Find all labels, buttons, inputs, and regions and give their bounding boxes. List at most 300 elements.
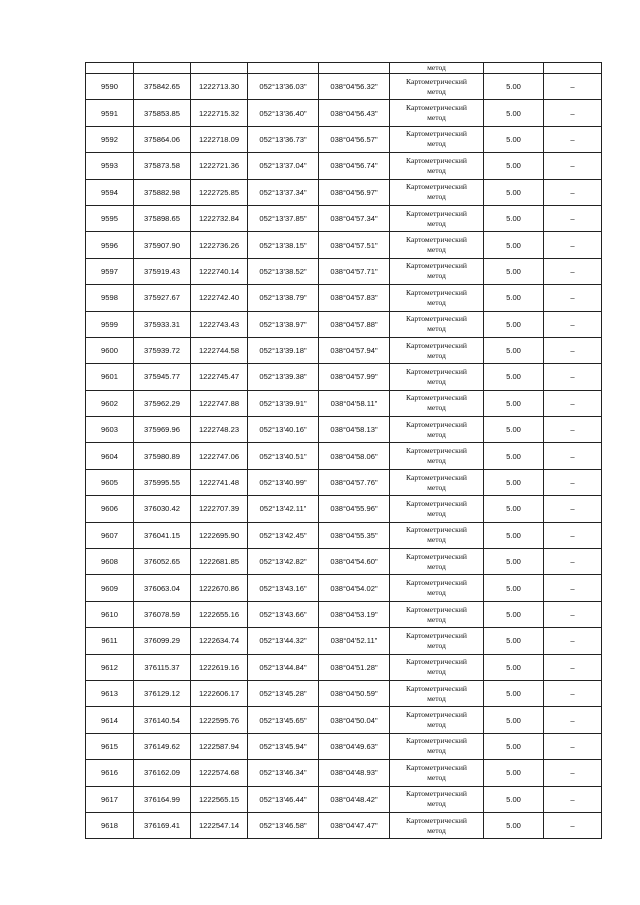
point-number-cell: 9595 xyxy=(86,205,134,231)
x-coordinate-cell: 376078.59 xyxy=(134,601,191,627)
note-cell: – xyxy=(544,707,602,733)
accuracy-cell: 5.00 xyxy=(484,417,544,443)
longitude-cell: 038°04'57.99" xyxy=(319,364,390,390)
point-number-cell: 9599 xyxy=(86,311,134,337)
accuracy-cell: 5.00 xyxy=(484,126,544,152)
latitude-cell: 052°13'40.16" xyxy=(248,417,319,443)
y-coordinate-cell: 1222707.39 xyxy=(191,496,248,522)
table-row xyxy=(86,126,602,152)
method-line-2: метод xyxy=(427,588,446,598)
accuracy-cell: 5.00 xyxy=(484,153,544,179)
note-cell: – xyxy=(544,153,602,179)
latitude-cell: 052°13'43.66" xyxy=(248,601,319,627)
accuracy-cell: 5.00 xyxy=(484,628,544,654)
longitude-cell: 038°04'50.04" xyxy=(319,707,390,733)
point-number-cell: 9611 xyxy=(86,628,134,654)
table-row xyxy=(86,100,602,126)
x-coordinate-cell: 375945.77 xyxy=(134,364,191,390)
method-cell xyxy=(390,760,484,786)
note-cell: – xyxy=(544,232,602,258)
table-row xyxy=(86,258,602,284)
latitude-cell: 052°13'43.16" xyxy=(248,575,319,601)
table-row xyxy=(86,337,602,363)
method-line-1: Картометрический xyxy=(406,578,467,588)
method-line-1: Картометрический xyxy=(406,446,467,456)
point-number-cell: 9594 xyxy=(86,179,134,205)
longitude-cell: 038°04'57.34" xyxy=(319,205,390,231)
method-cell xyxy=(390,364,484,390)
y-coordinate-cell: 1222619.16 xyxy=(191,654,248,680)
y-coordinate-cell: 1222595.76 xyxy=(191,707,248,733)
x-coordinate-cell: 375873.58 xyxy=(134,153,191,179)
method-line-2: метод xyxy=(427,245,446,255)
y-coordinate-cell: 1222732.84 xyxy=(191,205,248,231)
method-line-2: метод xyxy=(427,508,446,518)
longitude-cell: 038°04'47.47" xyxy=(319,812,390,838)
note-cell: – xyxy=(544,812,602,838)
method-cell xyxy=(390,153,484,179)
x-coordinate-cell: 375969.96 xyxy=(134,417,191,443)
accuracy-cell: 5.00 xyxy=(484,232,544,258)
note-cell: – xyxy=(544,575,602,601)
point-number-cell: 9601 xyxy=(86,364,134,390)
point-number-cell: 9618 xyxy=(86,812,134,838)
y-coordinate-cell: 1222606.17 xyxy=(191,680,248,706)
table-row xyxy=(86,390,602,416)
longitude-cell: 038°04'57.94" xyxy=(319,337,390,363)
table-row xyxy=(86,205,602,231)
table-row xyxy=(86,443,602,469)
method-line-2: метод xyxy=(427,429,446,439)
y-coordinate-cell: 1222715.32 xyxy=(191,100,248,126)
latitude-cell: 052°13'36.03" xyxy=(248,74,319,100)
table-row xyxy=(86,812,602,838)
latitude-cell: 052°13'39.38" xyxy=(248,364,319,390)
accuracy-cell: 5.00 xyxy=(484,601,544,627)
point-number-cell: 9597 xyxy=(86,258,134,284)
table-row xyxy=(86,153,602,179)
y-coordinate-cell: 1222547.14 xyxy=(191,812,248,838)
method-line-1: Картометрический xyxy=(406,604,467,614)
method-line-2: метод xyxy=(427,799,446,809)
accuracy-cell: 5.00 xyxy=(484,390,544,416)
point-number-cell: 9590 xyxy=(86,74,134,100)
method-line-2: метод xyxy=(427,113,446,123)
y-coordinate-cell: 1222745.47 xyxy=(191,364,248,390)
latitude-cell: 052°13'44.32" xyxy=(248,628,319,654)
method-line-1: Картометрический xyxy=(406,182,467,192)
point-number-cell: 9606 xyxy=(86,496,134,522)
method-cell xyxy=(390,680,484,706)
method-line-2: метод xyxy=(427,350,446,360)
x-coordinate-cell: 375842.65 xyxy=(134,74,191,100)
method-cell xyxy=(390,205,484,231)
note-cell: – xyxy=(544,311,602,337)
point-number-cell: 9612 xyxy=(86,654,134,680)
x-coordinate-cell: 376030.42 xyxy=(134,496,191,522)
table-row xyxy=(86,707,602,733)
latitude-cell: 052°13'44.84" xyxy=(248,654,319,680)
x-coordinate-cell: 376164.99 xyxy=(134,786,191,812)
method-line-1: Картометрический xyxy=(406,498,467,508)
table-row xyxy=(86,496,602,522)
point-number-cell: 9593 xyxy=(86,153,134,179)
point-number-cell: 9605 xyxy=(86,469,134,495)
latitude-cell: 052°13'38.15" xyxy=(248,232,319,258)
longitude-cell: 038°04'57.51" xyxy=(319,232,390,258)
method-cell xyxy=(390,443,484,469)
y-coordinate-cell: 1222574.68 xyxy=(191,760,248,786)
method-line-2: метод xyxy=(427,640,446,650)
point-number-cell: 9603 xyxy=(86,417,134,443)
accuracy-cell: 5.00 xyxy=(484,179,544,205)
method-line-1: Картометрический xyxy=(406,393,467,403)
method-line-1: Картометрический xyxy=(406,472,467,482)
x-coordinate-cell: 376052.65 xyxy=(134,549,191,575)
accuracy-cell: 5.00 xyxy=(484,733,544,759)
note-cell: – xyxy=(544,205,602,231)
x-coordinate-cell: 375919.43 xyxy=(134,258,191,284)
accuracy-cell: 5.00 xyxy=(484,443,544,469)
table-row xyxy=(86,522,602,548)
method-line-2: метод xyxy=(427,456,446,466)
note-cell: – xyxy=(544,733,602,759)
method-cell xyxy=(390,469,484,495)
accuracy-cell: 5.00 xyxy=(484,100,544,126)
latitude-cell: 052°13'36.73" xyxy=(248,126,319,152)
latitude-cell: 052°13'37.04" xyxy=(248,153,319,179)
x-coordinate-cell: 376140.54 xyxy=(134,707,191,733)
x-coordinate-cell: 375927.67 xyxy=(134,285,191,311)
latitude-cell: 052°13'37.85" xyxy=(248,205,319,231)
point-number-cell: 9608 xyxy=(86,549,134,575)
point-number-cell: 9600 xyxy=(86,337,134,363)
method-line-1: Картометрический xyxy=(406,630,467,640)
point-number-cell: 9616 xyxy=(86,760,134,786)
note-cell: – xyxy=(544,469,602,495)
point-number-cell: 9591 xyxy=(86,100,134,126)
longitude-cell: 038°04'55.35" xyxy=(319,522,390,548)
method-line-2: метод xyxy=(427,825,446,835)
method-line-1: Картометрический xyxy=(406,235,467,245)
coordinates-table xyxy=(85,62,602,839)
point-number-cell: 9604 xyxy=(86,443,134,469)
x-coordinate-cell: 376149.62 xyxy=(134,733,191,759)
y-coordinate-cell: 1222740.14 xyxy=(191,258,248,284)
method-line-2: метод xyxy=(427,614,446,624)
accuracy-cell: 5.00 xyxy=(484,549,544,575)
note-cell: – xyxy=(544,417,602,443)
x-coordinate-cell: 376099.29 xyxy=(134,628,191,654)
method-cell xyxy=(390,390,484,416)
method-line-1: Картометрический xyxy=(406,657,467,667)
accuracy-cell: 5.00 xyxy=(484,74,544,100)
method-cell xyxy=(390,601,484,627)
method-line-2: метод xyxy=(427,376,446,386)
longitude-cell: 038°04'56.43" xyxy=(319,100,390,126)
longitude-cell: 038°04'53.19" xyxy=(319,601,390,627)
latitude-cell: 052°13'38.97" xyxy=(248,311,319,337)
longitude-cell: 038°04'58.11" xyxy=(319,390,390,416)
note-cell: – xyxy=(544,628,602,654)
point-number-cell: 9609 xyxy=(86,575,134,601)
method-line-1: Картометрический xyxy=(406,789,467,799)
latitude-cell: 052°13'46.34" xyxy=(248,760,319,786)
longitude-cell: 038°04'50.59" xyxy=(319,680,390,706)
method-line-1: Картометрический xyxy=(406,129,467,139)
x-coordinate-cell: 376063.04 xyxy=(134,575,191,601)
accuracy-cell: 5.00 xyxy=(484,654,544,680)
table-row xyxy=(86,654,602,680)
table-row xyxy=(86,285,602,311)
method-cell xyxy=(390,258,484,284)
latitude-cell: 052°13'40.99" xyxy=(248,469,319,495)
table-row xyxy=(86,601,602,627)
x-coordinate-cell: 376041.15 xyxy=(134,522,191,548)
table-row xyxy=(86,364,602,390)
longitude-cell: 038°04'56.97" xyxy=(319,179,390,205)
accuracy-cell: 5.00 xyxy=(484,786,544,812)
method-line-1: Картометрический xyxy=(406,76,467,86)
method-cell xyxy=(390,786,484,812)
accuracy-cell: 5.00 xyxy=(484,575,544,601)
method-line-2: метод xyxy=(427,772,446,782)
accuracy-cell: 5.00 xyxy=(484,760,544,786)
method-line-2: метод xyxy=(427,271,446,281)
latitude-cell: 052°13'40.51" xyxy=(248,443,319,469)
method-cell xyxy=(390,549,484,575)
method-cell xyxy=(390,74,484,100)
note-cell: – xyxy=(544,496,602,522)
latitude-cell: 052°13'38.52" xyxy=(248,258,319,284)
y-coordinate-cell: 1222721.36 xyxy=(191,153,248,179)
note-cell: – xyxy=(544,786,602,812)
latitude-cell: 052°13'37.34" xyxy=(248,179,319,205)
x-coordinate-cell: 376162.09 xyxy=(134,760,191,786)
method-cell xyxy=(390,707,484,733)
table-row xyxy=(86,311,602,337)
point-number-cell: 9613 xyxy=(86,680,134,706)
latitude-cell: 052°13'42.45" xyxy=(248,522,319,548)
latitude-cell: 052°13'39.91" xyxy=(248,390,319,416)
y-coordinate-cell: 1222670.86 xyxy=(191,575,248,601)
longitude-cell: 038°04'54.60" xyxy=(319,549,390,575)
method-line-1: Картометрический xyxy=(406,551,467,561)
method-line-1: Картометрический xyxy=(406,366,467,376)
accuracy-cell: 5.00 xyxy=(484,707,544,733)
note-cell: – xyxy=(544,100,602,126)
note-cell: – xyxy=(544,364,602,390)
accuracy-cell: 5.00 xyxy=(484,812,544,838)
method-line-1: Картометрический xyxy=(406,683,467,693)
y-coordinate-cell: 1222634.74 xyxy=(191,628,248,654)
method-line-2: метод xyxy=(427,165,446,175)
method-line-2: метод xyxy=(427,561,446,571)
latitude-cell: 052°13'45.28" xyxy=(248,680,319,706)
point-number-cell: 9598 xyxy=(86,285,134,311)
accuracy-cell: 5.00 xyxy=(484,364,544,390)
method-line-2: метод xyxy=(427,86,446,96)
method-cell xyxy=(390,417,484,443)
point-number-cell: 9596 xyxy=(86,232,134,258)
method-cell xyxy=(390,311,484,337)
longitude-cell: 038°04'56.32" xyxy=(319,74,390,100)
y-coordinate-cell: 1222743.43 xyxy=(191,311,248,337)
method-line-1: Картометрический xyxy=(406,815,467,825)
table-row xyxy=(86,760,602,786)
accuracy-cell: 5.00 xyxy=(484,337,544,363)
x-coordinate-cell: 375980.89 xyxy=(134,443,191,469)
note-cell: – xyxy=(544,680,602,706)
accuracy-cell: 5.00 xyxy=(484,285,544,311)
x-coordinate-cell: 376129.12 xyxy=(134,680,191,706)
y-coordinate-cell: 1222695.90 xyxy=(191,522,248,548)
method-line-1: Картометрический xyxy=(406,155,467,165)
longitude-cell: 038°04'58.13" xyxy=(319,417,390,443)
y-coordinate-cell: 1222587.94 xyxy=(191,733,248,759)
header-method-fragment: метод xyxy=(390,63,484,74)
longitude-cell: 038°04'58.06" xyxy=(319,443,390,469)
longitude-cell: 038°04'48.93" xyxy=(319,760,390,786)
table-row xyxy=(86,469,602,495)
note-cell: – xyxy=(544,258,602,284)
method-cell xyxy=(390,285,484,311)
accuracy-cell: 5.00 xyxy=(484,496,544,522)
method-line-2: метод xyxy=(427,139,446,149)
y-coordinate-cell: 1222748.23 xyxy=(191,417,248,443)
table-row xyxy=(86,549,602,575)
table-row xyxy=(86,74,602,100)
latitude-cell: 052°13'46.58" xyxy=(248,812,319,838)
method-line-2: метод xyxy=(427,324,446,334)
latitude-cell: 052°13'36.40" xyxy=(248,100,319,126)
x-coordinate-cell: 376115.37 xyxy=(134,654,191,680)
longitude-cell: 038°04'57.71" xyxy=(319,258,390,284)
table-row xyxy=(86,232,602,258)
method-line-2: метод xyxy=(427,693,446,703)
x-coordinate-cell: 375907.90 xyxy=(134,232,191,258)
note-cell: – xyxy=(544,760,602,786)
method-cell xyxy=(390,812,484,838)
table-row xyxy=(86,733,602,759)
longitude-cell: 038°04'48.42" xyxy=(319,786,390,812)
method-cell xyxy=(390,232,484,258)
x-coordinate-cell: 375939.72 xyxy=(134,337,191,363)
accuracy-cell: 5.00 xyxy=(484,469,544,495)
method-cell xyxy=(390,628,484,654)
method-line-2: метод xyxy=(427,192,446,202)
table-row xyxy=(86,417,602,443)
x-coordinate-cell: 375853.85 xyxy=(134,100,191,126)
table-row xyxy=(86,628,602,654)
accuracy-cell: 5.00 xyxy=(484,311,544,337)
note-cell: – xyxy=(544,443,602,469)
latitude-cell: 052°13'45.94" xyxy=(248,733,319,759)
point-number-cell: 9602 xyxy=(86,390,134,416)
method-line-2: метод xyxy=(427,482,446,492)
method-line-2: метод xyxy=(427,746,446,756)
longitude-cell: 038°04'54.02" xyxy=(319,575,390,601)
method-line-1: Картометрический xyxy=(406,736,467,746)
longitude-cell: 038°04'57.76" xyxy=(319,469,390,495)
method-line-1: Картометрический xyxy=(406,287,467,297)
table-row xyxy=(86,575,602,601)
y-coordinate-cell: 1222725.85 xyxy=(191,179,248,205)
table-row xyxy=(86,680,602,706)
method-line-2: метод xyxy=(427,535,446,545)
method-line-2: метод xyxy=(427,297,446,307)
note-cell: – xyxy=(544,74,602,100)
method-line-1: Картометрический xyxy=(406,208,467,218)
longitude-cell: 038°04'57.83" xyxy=(319,285,390,311)
y-coordinate-cell: 1222747.06 xyxy=(191,443,248,469)
y-coordinate-cell: 1222681.85 xyxy=(191,549,248,575)
method-cell xyxy=(390,179,484,205)
method-line-1: Картометрический xyxy=(406,314,467,324)
x-coordinate-cell: 375882.98 xyxy=(134,179,191,205)
note-cell: – xyxy=(544,549,602,575)
method-cell xyxy=(390,654,484,680)
method-line-1: Картометрический xyxy=(406,710,467,720)
x-coordinate-cell: 375995.55 xyxy=(134,469,191,495)
method-line-2: метод xyxy=(427,720,446,730)
note-cell: – xyxy=(544,285,602,311)
note-cell: – xyxy=(544,390,602,416)
longitude-cell: 038°04'55.96" xyxy=(319,496,390,522)
method-line-2: метод xyxy=(427,218,446,228)
x-coordinate-cell: 375898.65 xyxy=(134,205,191,231)
y-coordinate-cell: 1222744.58 xyxy=(191,337,248,363)
longitude-cell: 038°04'56.74" xyxy=(319,153,390,179)
method-cell xyxy=(390,733,484,759)
method-cell xyxy=(390,100,484,126)
note-cell: – xyxy=(544,126,602,152)
x-coordinate-cell: 375962.29 xyxy=(134,390,191,416)
point-number-cell: 9592 xyxy=(86,126,134,152)
y-coordinate-cell: 1222718.09 xyxy=(191,126,248,152)
longitude-cell: 038°04'56.57" xyxy=(319,126,390,152)
accuracy-cell: 5.00 xyxy=(484,258,544,284)
latitude-cell: 052°13'38.79" xyxy=(248,285,319,311)
y-coordinate-cell: 1222747.88 xyxy=(191,390,248,416)
table-row xyxy=(86,179,602,205)
method-cell xyxy=(390,126,484,152)
method-line-1: Картометрический xyxy=(406,261,467,271)
method-line-1: Картометрический xyxy=(406,762,467,772)
latitude-cell: 052°13'46.44" xyxy=(248,786,319,812)
point-number-cell: 9607 xyxy=(86,522,134,548)
note-cell: – xyxy=(544,654,602,680)
latitude-cell: 052°13'42.82" xyxy=(248,549,319,575)
accuracy-cell: 5.00 xyxy=(484,522,544,548)
method-line-2: метод xyxy=(427,667,446,677)
latitude-cell: 052°13'42.11" xyxy=(248,496,319,522)
accuracy-cell: 5.00 xyxy=(484,205,544,231)
y-coordinate-cell: 1222736.26 xyxy=(191,232,248,258)
longitude-cell: 038°04'52.11" xyxy=(319,628,390,654)
table-row xyxy=(86,786,602,812)
method-line-1: Картометрический xyxy=(406,525,467,535)
note-cell: – xyxy=(544,601,602,627)
y-coordinate-cell: 1222713.30 xyxy=(191,74,248,100)
method-cell xyxy=(390,496,484,522)
note-cell: – xyxy=(544,179,602,205)
y-coordinate-cell: 1222655.16 xyxy=(191,601,248,627)
method-cell xyxy=(390,337,484,363)
point-number-cell: 9617 xyxy=(86,786,134,812)
longitude-cell: 038°04'51.28" xyxy=(319,654,390,680)
x-coordinate-cell: 375864.06 xyxy=(134,126,191,152)
